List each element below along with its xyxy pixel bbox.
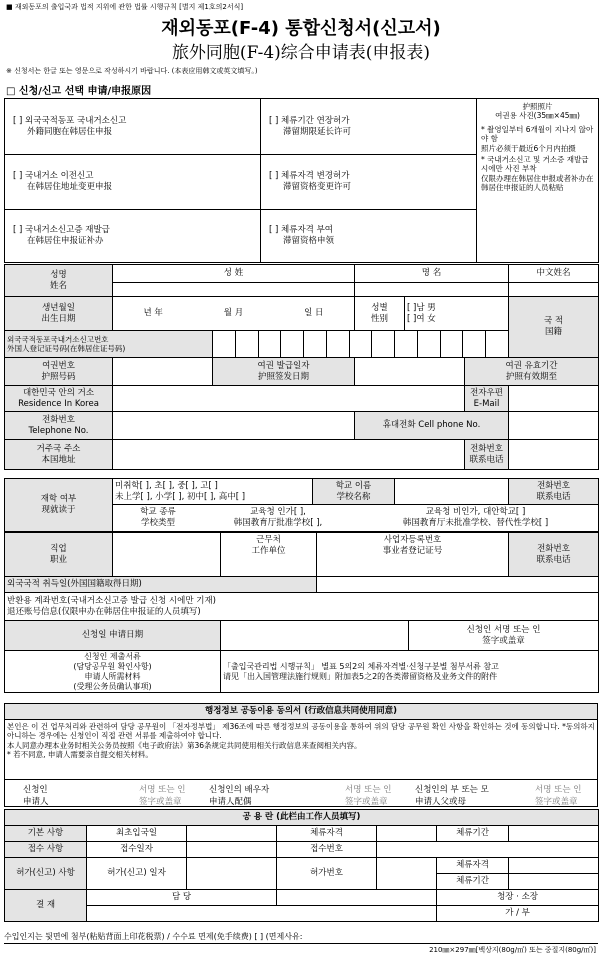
consent-parent: 신청인의 부 또는 모 申请人父或母 <box>415 785 489 807</box>
fee-note: 수입인지는 뒷면에 첨부(粘贴背面上印花税票) / 수수료 면제(免手续费) [ ] (면제사유: <box>4 931 598 944</box>
applicant-signature[interactable]: 신청인 서명 또는 인 签字或盖章 <box>409 621 599 651</box>
section-select-title: □ 신청/신고 선택 申请/申报原因 <box>6 86 152 97</box>
passport-no-label: 여권번호 护照号码 <box>5 358 113 386</box>
consent-spouse-sign[interactable]: 서명 또는 인 签字或盖章 <box>345 785 392 807</box>
documents-label: 신청인 제출서류 (담당공무원 확인사항) 申请人所需材料 (受理公务员确认事项) <box>5 651 221 693</box>
apply-date-label: 신청일 申请日期 <box>5 621 221 651</box>
education-table <box>4 478 599 532</box>
address-kr-field[interactable] <box>113 386 465 412</box>
passport-expiry-label: 여권 유효기간 护照有效期至 <box>465 358 599 386</box>
phone-label: 전화번호 Telephone No. <box>5 412 113 440</box>
naturalization-label: 외국국적 취득일(外国国籍取得日期) <box>5 577 317 593</box>
school-tel-label: 전화번호 联系电话 <box>509 479 599 505</box>
chinese-name-header: 中文姓名 <box>509 265 599 283</box>
given-name-header: 명 名 <box>355 265 509 283</box>
personal-info-table <box>4 264 599 470</box>
permit-date-label: 허가(신고) 일자 <box>87 858 187 890</box>
passport-issue-label: 여권 발급일자 护照签发日期 <box>213 358 355 386</box>
status2-label: 체류자격 <box>437 858 509 874</box>
sex-options[interactable]: [ ]남 男 [ ]여 女 <box>405 297 509 331</box>
consent-table <box>4 703 598 780</box>
school-type-row[interactable]: 학교 종류 学校类型 교육청 인가[ ], 韩国教育厅批准学校[ ], 교육청 비인가, 대안학교[ ] 韩国教育厅未批准学校、替代性学校[ ] <box>113 505 599 532</box>
education-levels[interactable]: 미취학[ ], 초[ ], 중[ ], 고[ ] 未上学[ ], 小学[ ], 初中[ ], 高中[ ] <box>113 479 313 505</box>
email-label: 전자우편 E-Mail <box>465 386 509 412</box>
home-tel-label: 전화번호 联系电话 <box>465 440 509 470</box>
registration-no-label: 외국국적동포국내거소신고번호 外国人登记证号码(在韩居住证号码) <box>5 331 213 358</box>
permit-no-label: 허가번호 <box>277 858 377 890</box>
chief-label: 청장 · 소장 <box>437 890 599 906</box>
given-name-field[interactable] <box>355 283 509 297</box>
apply-date-field[interactable] <box>221 621 409 651</box>
registration-no-field[interactable] <box>213 331 509 358</box>
home-tel-field[interactable] <box>509 440 599 470</box>
job-label: 직업 职业 <box>5 533 113 577</box>
first-entry-label: 최초입국일 <box>87 826 187 842</box>
period2-label: 체류기간 <box>437 874 509 890</box>
name-label: 성명 姓名 <box>5 265 113 297</box>
passport-issue-field[interactable] <box>355 358 465 386</box>
option-card-reissue[interactable]: [ ] 국내거소신고증 재발급 在韩居住申报证补办 <box>5 210 261 263</box>
receipt-label: 접수 사항 <box>5 842 87 858</box>
sex-label: 성별 性别 <box>355 297 405 331</box>
phone-field[interactable] <box>113 412 355 440</box>
option-status-grant[interactable]: [ ] 체류자격 부여 滞留资格申领 <box>261 210 477 263</box>
refund-account-row[interactable]: 반환용 계좌번호(국내거소신고증 발급 신청 시에만 기재) 退还账号信息(仅限申办在韩居住申报证的人员填写) <box>5 593 599 621</box>
biz-no-label: 사업자등록번호 事业者登记证号 <box>317 533 509 577</box>
in-charge-label: 담 당 <box>87 890 277 906</box>
status-label: 체류자격 <box>277 826 377 842</box>
receipt-date-label: 접수일자 <box>87 842 187 858</box>
consent-parent-sign[interactable]: 서명 또는 인 签字或盖章 <box>535 785 582 807</box>
passport-no-field[interactable] <box>113 358 213 386</box>
consent-title: 행정정보 공동이용 동의서 (行政信息共同使用同意) <box>5 704 598 720</box>
home-address-label: 거주국 주소 本国地址 <box>5 440 113 470</box>
option-address-change[interactable]: [ ] 국내거소 이전신고 在韩居住地址变更申报 <box>5 155 261 210</box>
cell-label: 휴대전화 Cell phone No. <box>355 412 509 440</box>
rule-reference: ■ 재외동포의 출입국과 법적 지위에 관한 법률 시행규칙 [별지 제1호의2서식] <box>6 3 244 11</box>
address-kr-label: 대한민국 안의 거소 Residence In Korea <box>5 386 113 412</box>
dob-label: 생년월일 出生日期 <box>5 297 113 331</box>
consent-signatures <box>4 779 598 807</box>
language-note: ※ 신청서는 한글 또는 영문으로 작성하시기 바랍니다. (本表应用韩文或英文填写。) <box>6 67 258 75</box>
yes-no-label[interactable]: 가 / 부 <box>437 906 599 922</box>
consent-applicant: 신청인 申请人 <box>23 785 49 807</box>
consent-text: 본인은 이 건 업무처리와 관련하여 담당 공무원이 「전자정부법」 제36조에 따른 행정정보의 공동이용을 통하여 위의 담당 공무원 확인 사항을 확인하는 것에 동의합니다. *동의하지 아니하는 경우에는 신청인이 직접 관련 서류를 제출하여야 합니다. 本人同意办理本业务时相关公务员按照《电子政府法》第36条规定共同使用相关行政信息来查阅相关内容。 * 若不同意, 申请人需要亲自提交相关材料。 <box>5 720 598 780</box>
job-field[interactable] <box>113 533 221 577</box>
cell-field[interactable] <box>509 412 599 440</box>
education-label: 재학 여부 现就读于 <box>5 479 113 532</box>
consent-spouse: 신청인의 배우자 申请人配偶 <box>209 785 270 807</box>
workplace-label: 근무처 工作单位 <box>221 533 317 577</box>
official-title: 공 용 란 (此栏由工作人员填写) <box>5 810 599 826</box>
documents-text: 「출입국관리법 시행규칙」 별표 5의2의 체류자격별·신청구분별 첨부서류 참고 请见「出入国管理法施行规则」附加表5之2的各类滞留资格及业务文件的附件 <box>221 651 599 693</box>
receipt-no-label: 접수번호 <box>277 842 377 858</box>
basic-label: 기본 사항 <box>5 826 87 842</box>
consent-applicant-sign[interactable]: 서명 또는 인 签字或盖章 <box>139 785 186 807</box>
chinese-name-field[interactable] <box>509 283 599 297</box>
dob-field[interactable]: 년 年 월 月 일 日 <box>113 297 355 331</box>
job-tel-label: 전화번호 联系电话 <box>509 533 599 577</box>
option-extension[interactable]: [ ] 체류기간 연장허가 滞留期限延长许可 <box>261 99 477 155</box>
surname-header: 성 姓 <box>113 265 355 283</box>
naturalization-field[interactable] <box>317 577 599 593</box>
school-name-label: 학교 이름 学校名称 <box>313 479 395 505</box>
permit-label: 허가(신고) 사항 <box>5 858 87 890</box>
title-chinese: 旅外同胞(F-4)综合申请表(申报表) <box>171 43 431 63</box>
nationality-label: 국 적 国籍 <box>509 297 599 358</box>
title-korean: 재외동포(F-4) 통합신청서(신고서) <box>161 18 441 39</box>
paper-spec: 210㎜×297㎜[백상지(80g/㎡) 또는 중질지(80g/㎡)] <box>429 946 596 954</box>
surname-field[interactable] <box>113 283 355 297</box>
job-table <box>4 532 599 693</box>
photo-box: 护照照片 여권용 사진(35㎜×45㎜) * 촬영일부터 6개월이 지나지 않아야 함 照片必须于最近6个月内拍摄 * 국내거소신고 및 거소증 재발급 시에만 사진 부착 仅限办理在韩居住申报或者补办在韩居住申报证的人员粘贴 <box>477 99 599 263</box>
application-type-table <box>4 98 599 263</box>
home-address-field[interactable] <box>113 440 465 470</box>
school-name-field[interactable] <box>395 479 509 505</box>
option-status-change[interactable]: [ ] 체류자격 변경허가 滞留资格变更许可 <box>261 155 477 210</box>
option-alien-registration[interactable]: [ ] 외국국적동포 국내거소신고 外籍同胞在韩居住申报 <box>5 99 261 155</box>
official-use-table <box>4 809 599 922</box>
period-label: 체류기간 <box>437 826 509 842</box>
approval-label: 결 재 <box>5 890 87 922</box>
email-field[interactable] <box>509 386 599 412</box>
